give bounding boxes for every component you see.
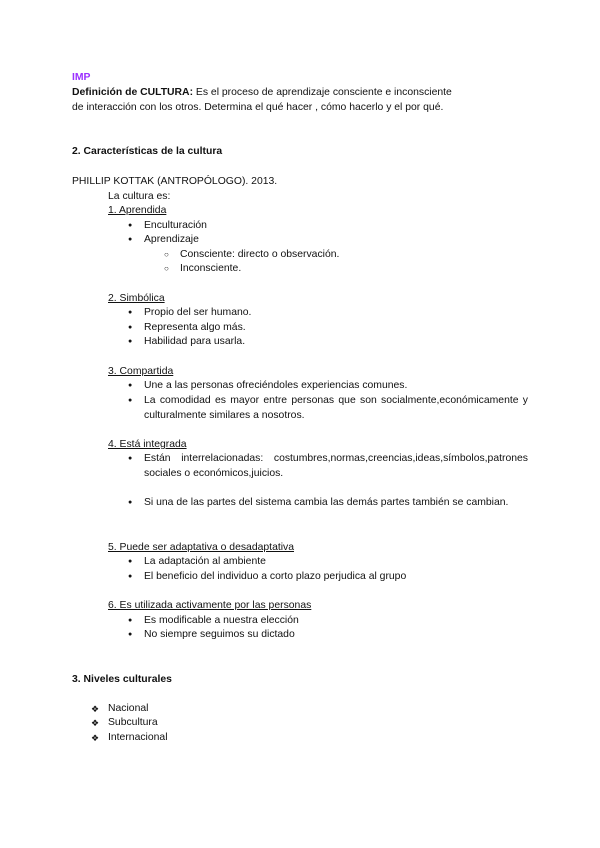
list-item: ● Representa algo más.	[144, 321, 246, 336]
list-item: ❖ Nacional	[108, 702, 148, 717]
list-item: ● La comodidad es mayor entre personas que son socialmente,económicamente y culturalmente similares a nosotros.	[144, 394, 528, 423]
aprendida-title: 1. Aprendida	[108, 205, 167, 216]
list-item: ● Están interrelacionadas: costumbres,normas,creencias,ideas,símbolos,patrones sociales o económicos,juicios.	[144, 452, 528, 481]
section-2-heading: 2. Características de la cultura	[72, 146, 223, 157]
list-item: ● Propio del ser humano.	[144, 306, 251, 321]
section-3-heading: 3. Niveles culturales	[72, 674, 172, 685]
list-item: ❖ Subcultura	[108, 716, 158, 731]
list-item: ● Aprendizaje	[144, 233, 199, 248]
definition-term: Definición de CULTURA:	[72, 87, 194, 98]
list-item: ❖ Internacional	[108, 731, 168, 746]
sub-list-item: ○ Consciente: directo o observación.	[180, 248, 339, 263]
adaptativa-title: 5. Puede ser adaptativa o desadaptativa	[108, 542, 295, 553]
integrada-title: 4. Está integrada	[108, 439, 187, 450]
list-item: ● Enculturación	[144, 219, 207, 234]
compartida-title: 3. Compartida	[108, 366, 174, 377]
list-item: ● Si una de las partes del sistema cambia las demás partes también se cambian.	[144, 496, 528, 511]
list-item: ● Une a las personas ofreciéndoles experiencias comunes.	[144, 379, 407, 394]
list-item: ● El beneficio del individuo a corto plazo perjudica al grupo	[144, 570, 406, 585]
author-reference: PHILLIP KOTTAK (ANTROPÓLOGO). 2013.	[72, 176, 278, 187]
culture-intro: La cultura es:	[108, 191, 171, 202]
list-item: ● La adaptación al ambiente	[144, 555, 266, 570]
list-item: ● Habilidad para usarla.	[144, 335, 245, 350]
simbolica-title: 2. Simbólica	[108, 293, 165, 304]
list-item: ● No siempre seguimos su dictado	[144, 628, 295, 643]
definition-line-2: de interacción con los otros. Determina el qué hacer , cómo hacerlo y el por qué.	[72, 102, 444, 113]
imp-label: IMP	[72, 72, 91, 83]
sub-list-item: ○ Inconsciente.	[180, 262, 241, 277]
list-item: ● Es modificable a nuestra elección	[144, 614, 299, 629]
definition-line-1	[72, 86, 452, 101]
utilizada-title: 6. Es utilizada activamente por las personas	[108, 600, 312, 611]
definition-text: Es el proceso de aprendizaje consciente e inconsciente	[193, 87, 452, 98]
